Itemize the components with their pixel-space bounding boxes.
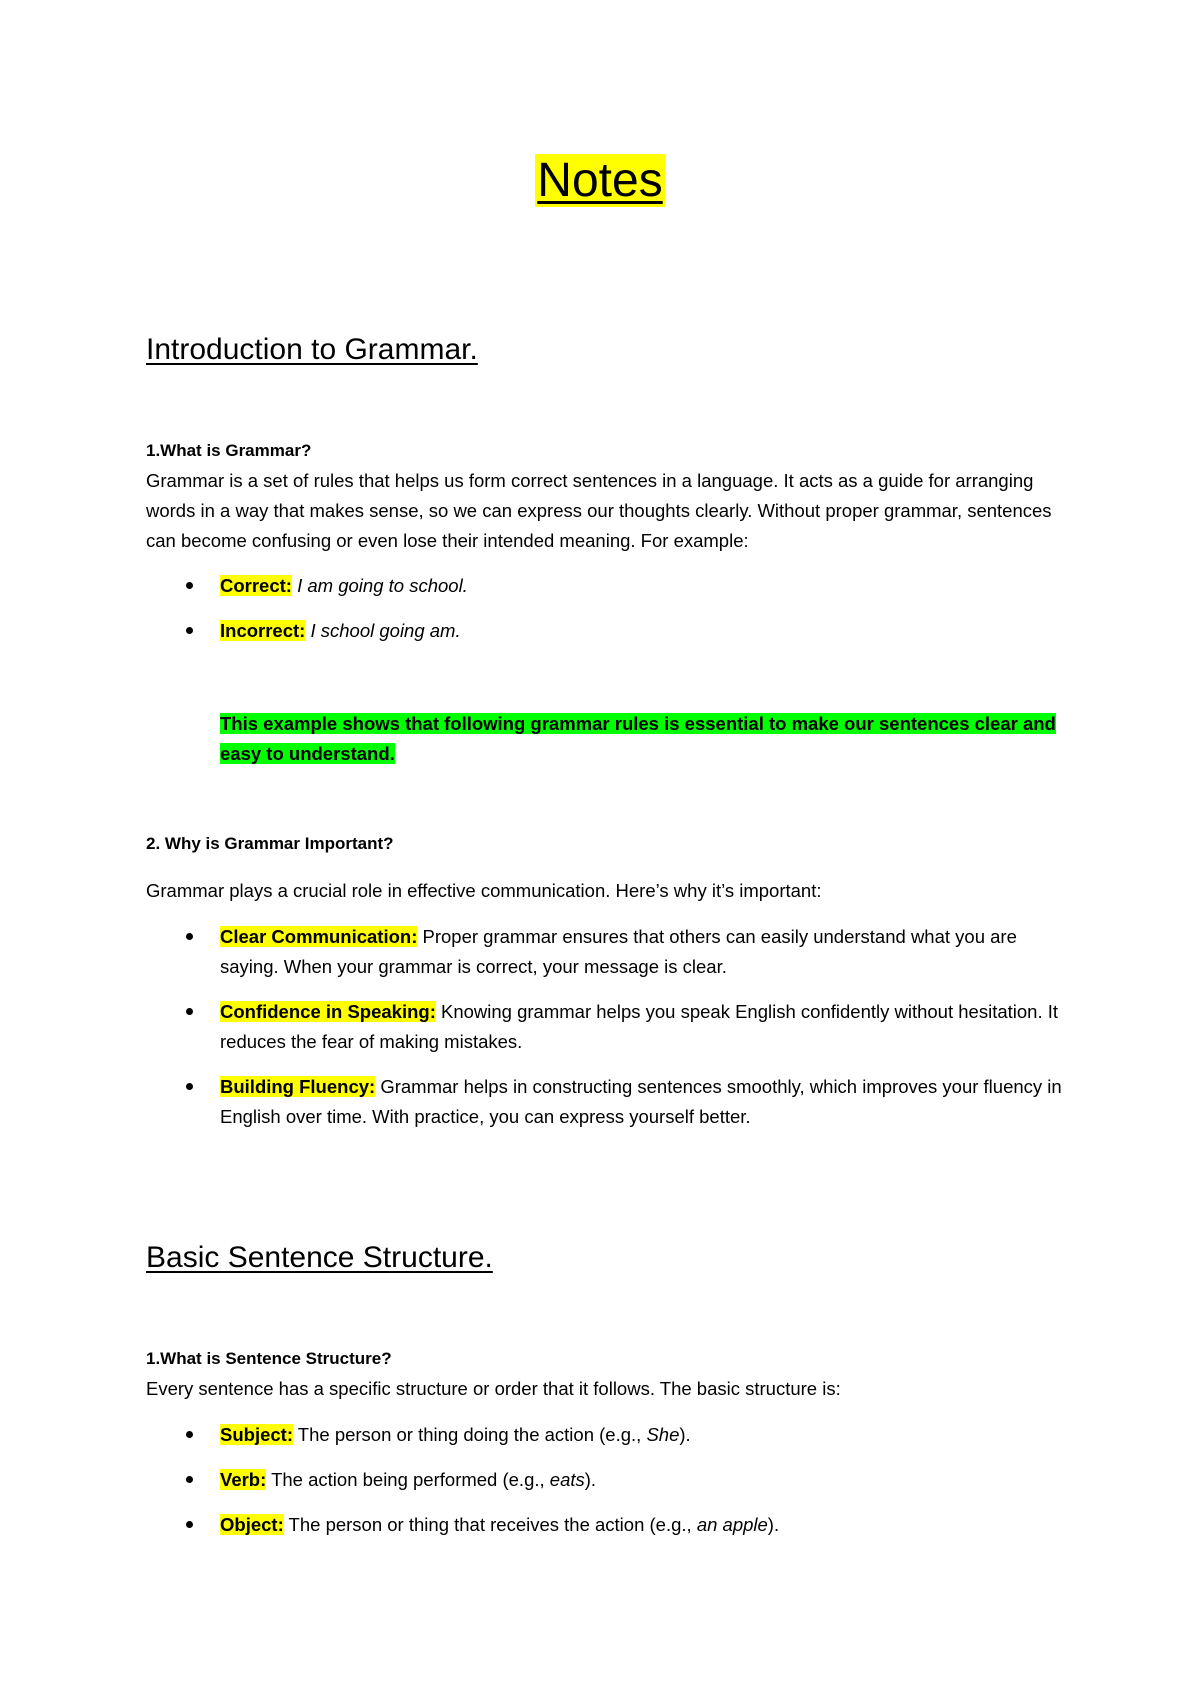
list-item (146, 1510, 1066, 1540)
item-text: The person or thing that receives the action (e.g., (288, 1514, 692, 1535)
item-text-end: ). (584, 1469, 597, 1490)
subheading-what-is-structure: 1.What is Sentence Structure? (146, 1349, 392, 1368)
list-item (146, 1465, 1066, 1495)
bullet-icon (186, 1083, 193, 1090)
item-term: Confidence in Speaking: (220, 1001, 436, 1022)
item-text: The action being performed (e.g., (271, 1469, 545, 1490)
list-item (146, 922, 1066, 982)
item-text-end: ). (767, 1514, 780, 1535)
item-example: an apple (696, 1514, 768, 1535)
example-term: Correct: (220, 575, 292, 596)
example-text: I am going to school. (297, 575, 468, 596)
bullet-icon (186, 1521, 193, 1528)
paragraph-what-is-grammar: Grammar is a set of rules that helps us form correct sentences in a language. It acts as a guide for arranging words in a way that makes sense, so we can express our thoughts clearly. Without proper grammar, sentences can become confusing or even lose their intended meaning. For example: (146, 470, 1052, 551)
paragraph-why-important: Grammar plays a crucial role in effective communication. Here’s why it’s important: (146, 880, 822, 901)
item-text-end: ). (679, 1424, 691, 1445)
document-title: Notes (537, 154, 663, 207)
structure-list (146, 1420, 1066, 1540)
item-term: Verb: (220, 1469, 267, 1490)
list-item (146, 997, 1066, 1057)
subheading-what-is-grammar: 1.What is Grammar? (146, 441, 312, 460)
item-term: Subject: (220, 1424, 293, 1445)
bullet-icon (186, 933, 193, 940)
subheading-why-important: 2. Why is Grammar Important? (146, 834, 394, 853)
example-term: Incorrect: (220, 620, 306, 641)
item-term: Clear Communication: (220, 926, 418, 947)
item-text: Proper grammar ensures that others can easily understand what you are saying. When your grammar is correct, your message is clear. (220, 926, 1017, 977)
bullet-icon (186, 627, 193, 634)
grammar-examples-list (146, 571, 1066, 646)
item-term: Object: (220, 1514, 284, 1535)
paragraph-what-is-structure: Every sentence has a specific structure or order that it follows. The basic structure is: (146, 1378, 841, 1399)
list-item (146, 571, 1066, 601)
list-item (146, 616, 1066, 646)
bullet-icon (186, 1008, 193, 1015)
item-example: She (646, 1424, 680, 1445)
importance-list (146, 922, 1066, 1132)
item-text: Grammar helps in constructing sentences smoothly, which improves your fluency in English over time. With practice, you can express yourself better. (220, 1076, 1062, 1127)
section-heading-structure: Basic Sentence Structure. (146, 1241, 493, 1274)
callout-highlight: This example shows that following grammar rules is essential to make our sentences clear and easy to understand. (220, 713, 1056, 764)
bullet-icon (186, 1431, 193, 1438)
bullet-icon (186, 1476, 193, 1483)
item-example: eats (549, 1469, 585, 1490)
list-item (146, 1072, 1066, 1132)
item-text: Knowing grammar helps you speak English confidently without hesitation. It reduces the fear of making mistakes. (220, 1001, 1059, 1052)
section-heading-intro: Introduction to Grammar. (146, 333, 478, 366)
example-text: I school going am. (310, 620, 461, 641)
list-item (146, 1420, 1066, 1450)
bullet-icon (186, 582, 193, 589)
item-term: Building Fluency: (220, 1076, 376, 1097)
item-text: The person or thing doing the action (e.g., (297, 1424, 642, 1445)
